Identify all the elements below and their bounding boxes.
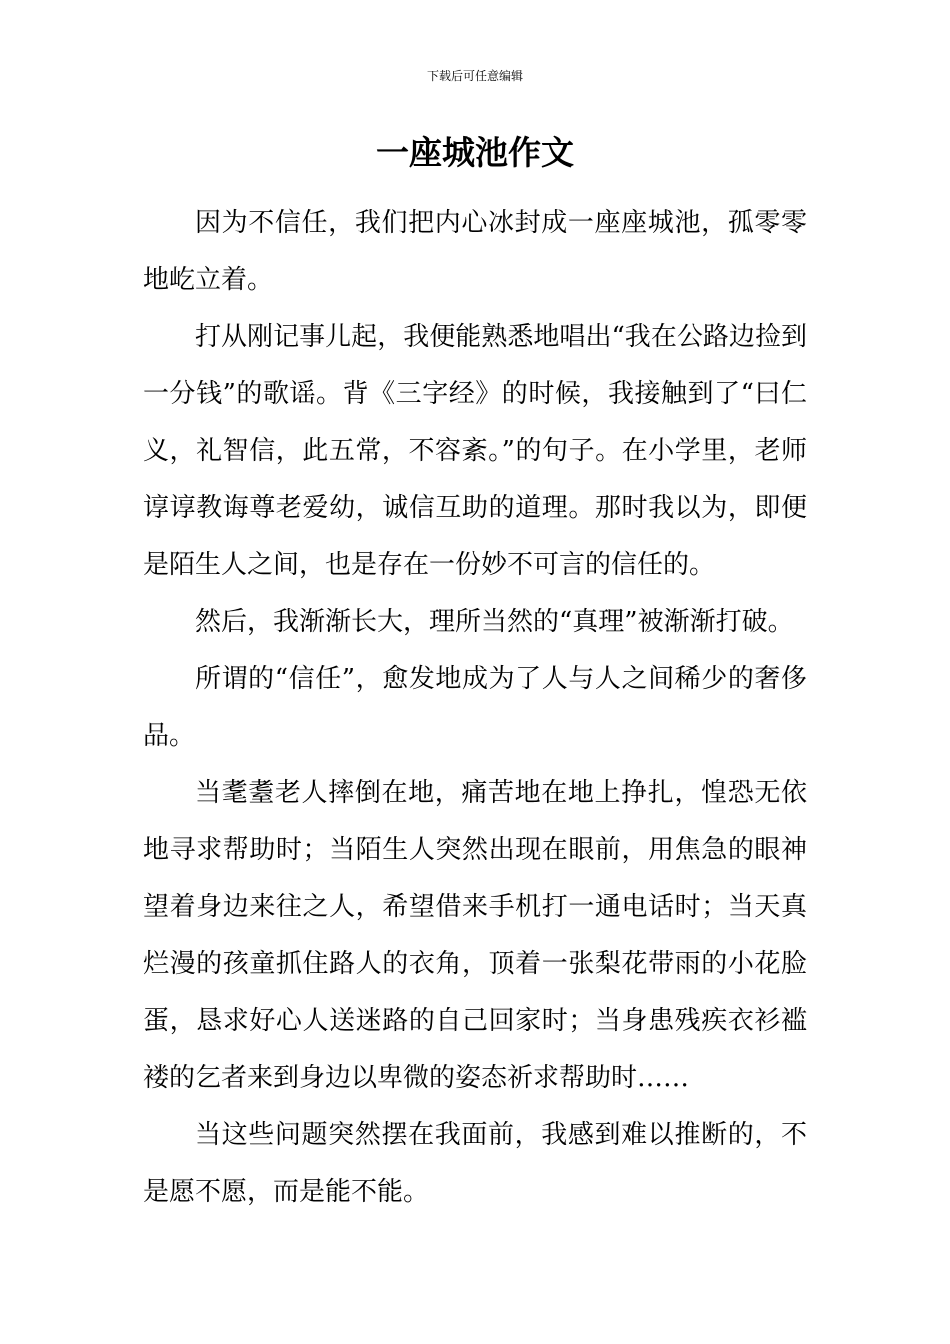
paragraph-3: 然后，我渐渐长大，理所当然的“真理”被渐渐打破。	[195, 607, 794, 637]
document-title: 一座城池作文	[376, 133, 574, 172]
paragraph-1: 因为不信任，我们把内心冰封成一座座城池，孤零零地屹立着。	[143, 208, 807, 295]
paragraph-2: 打从刚记事儿起，我便能熟悉地唱出“我在公路边捡到一分钱”的歌谣。背《三字经》的时候，我接触到了“曰仁义，礼智信，此五常，不容紊。”的句子。在小学里，老师谆谆教诲尊老爱幼，诚信互助的道理。那时我以为，即便是陌生人之间，也是存在一份妙不可言的信任的。	[143, 322, 807, 580]
paragraph-6: 当这些问题突然摆在我面前，我感到难以推断的，不是愿不愿，而是能不能。	[143, 1120, 807, 1207]
paragraph-5: 当耄耋老人摔倒在地，痛苦地在地上挣扎，惶恐无依地寻求帮助时；当陌生人突然出现在眼前，用焦急的眼神望着身边来往之人，希望借来手机打一通电话时；当天真烂漫的孩童抓住路人的衣角，顶着一张梨花带雨的小花脸蛋，恳求好心人送迷路的自己回家时；当身患残疾衣衫褴褛的乞者来到身边以卑微的姿态祈求帮助时……	[143, 778, 807, 1093]
paragraph-4: 所谓的“信任”，愈发地成为了人与人之间稀少的奢侈品。	[143, 664, 807, 751]
document-body	[143, 195, 807, 1221]
header-note: 下载后可任意编辑	[426, 69, 523, 83]
